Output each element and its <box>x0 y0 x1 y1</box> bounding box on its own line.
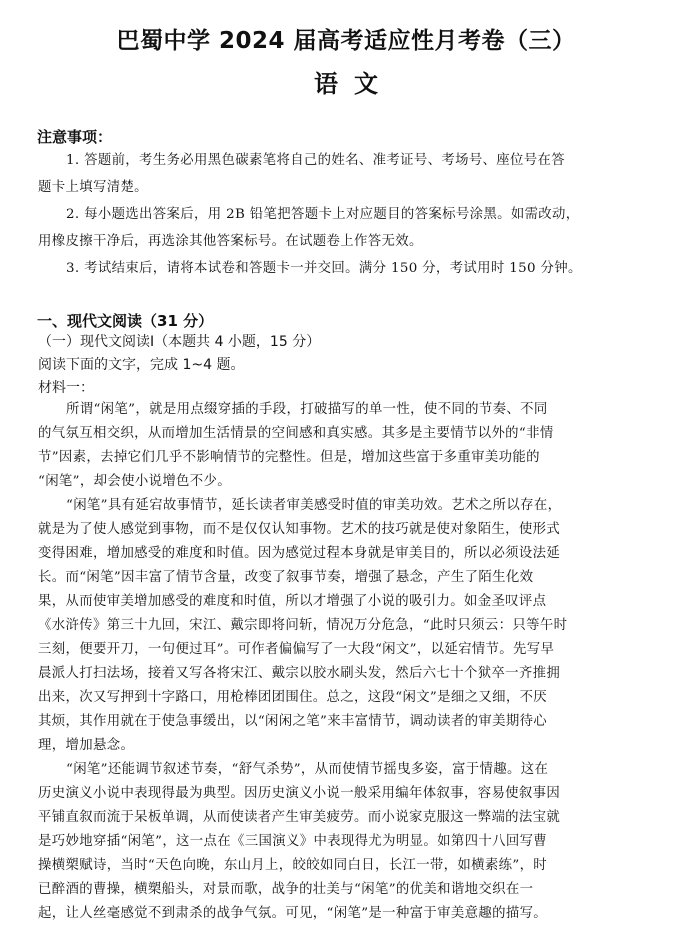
text-line: 理，增加悬念。 <box>38 738 135 753</box>
section-heading: 一、现代文阅读（31 分） <box>37 312 214 330</box>
text-line: 就是为了使人感觉到事物，而不是仅仅认知事物。艺术的技巧就是使对象陌生，使形式 <box>38 522 561 537</box>
notice-heading: 注意事项： <box>37 128 113 146</box>
text-line: 平铺直叙而流于呆板单调，从而使读者产生审美疲劳。而小说家克服这一弊端的法宝就 <box>38 810 561 825</box>
text-line: 是巧妙地穿插“闲笔”，这一点在《三国演义》中表现得尤为明显。如第四十八回写曹 <box>38 834 548 849</box>
text-line: 晨派人打扫法场，接着又写各将宋江、戴宗以胶水刷头发，然后六七十个狱卒一齐推拥 <box>38 666 561 681</box>
text-line: 长。而“闲笔”因丰富了情节含量，改变了叙事节奏，增强了悬念，产生了陌生化效 <box>38 570 534 585</box>
material-label: 材料一： <box>38 380 94 396</box>
text-line: 变得困难，增加感受的难度和时值。因为感觉过程本身就是审美目的，所以必须设法延 <box>38 546 561 561</box>
text-line: 所谓“闲笔”，就是用点缀穿插的手段，打破描写的单一性，使不同的节奏、不同 <box>66 402 548 417</box>
text-line: 已醉酒的曹操，横槊船头，对景而歌，战争的壮美与“闲笔”的优美和谐地交织在一 <box>38 882 534 897</box>
text-line: 《水浒传》第三十九回，宋江、戴宗即将问斩，情况万分危急，“此时只须云：只等午时 <box>38 618 568 633</box>
text-line: “闲笔”还能调节叙述节奏，“舒气杀势”，从而使情节摇曳多姿，富于情趣。这在 <box>66 762 549 777</box>
paragraph-3 <box>38 758 670 926</box>
text-line: 的气氛互相交织，从而增加生活情景的空间感和真实感。其多是主要情节以外的“非情 <box>38 426 554 441</box>
instruction-text: 阅读下面的文字，完成 1~4 题。 <box>38 357 245 373</box>
text-line: 出来，次又写押到十字路口，用枪棒团团围住。总之，这段“闲文”是细之又细，不厌 <box>38 690 548 705</box>
subject-title: 语文 <box>314 70 394 98</box>
paragraph-1 <box>38 398 670 494</box>
text-line: 起，让人丝毫感觉不到肃杀的战争气氛。可见，“闲笔”是一种富于审美意趣的描写。 <box>38 906 548 921</box>
exam-title: 巴蜀中学 2024 届高考适应性月考卷（三） <box>116 28 576 54</box>
notice-line: 1. 答题前，考生务必用黑色碳素笔将自己的姓名、准考证号、考场号、座位号在答 <box>66 153 566 168</box>
notice-line: 题卡上填写清楚。 <box>38 180 148 195</box>
notice-line: 2. 每小题选出答案后，用 2B 铅笔把答题卡上对应题目的答案标号涂黑。如需改动， <box>66 207 580 222</box>
paragraph-2 <box>38 494 670 758</box>
text-line: 三刻，便要开刀，一句便过耳”。可作者偏偏写了一大段“闲文”，以延宕情节。先写早 <box>38 642 555 657</box>
subsection-heading: （一）现代文阅读Ⅰ（本题共 4 小题，15 分） <box>38 334 321 350</box>
text-line: 节”因素，去掉它们几乎不影响情节的完整性。但是，增加这些富于多重审美功能的 <box>38 450 540 465</box>
notice-line: 用橡皮擦干净后，再选涂其他答案标号。在试题卷上作答无效。 <box>38 234 423 249</box>
text-line: 操横槊赋诗，当时“天色向晚，东山月上，皎皎如同白日，长江一带，如横素练”，时 <box>38 858 548 873</box>
text-line: “闲笔”，却会使小说增色不少。 <box>38 474 232 489</box>
text-line: 历史演义小说中表现得最为典型。因历史演义小说一般采用编年体叙事，容易使叙事因 <box>38 786 561 801</box>
text-line: “闲笔”具有延宕故事情节，延长读者审美感受时值的审美功效。艺术之所以存在， <box>66 498 562 513</box>
text-line: 其烦，其作用就在于使急事缓出，以“闲闲之笔”来丰富情节，调动读者的审美期待心 <box>38 714 548 729</box>
text-line: 果，从而使审美增加感受的难度和时值，所以才增强了小说的吸引力。如金圣叹评点 <box>38 594 547 609</box>
notice-line: 3. 考试结束后，请将本试卷和答题卡一并交回。满分 150 分，考试用时 150 分钟。 <box>66 261 582 276</box>
